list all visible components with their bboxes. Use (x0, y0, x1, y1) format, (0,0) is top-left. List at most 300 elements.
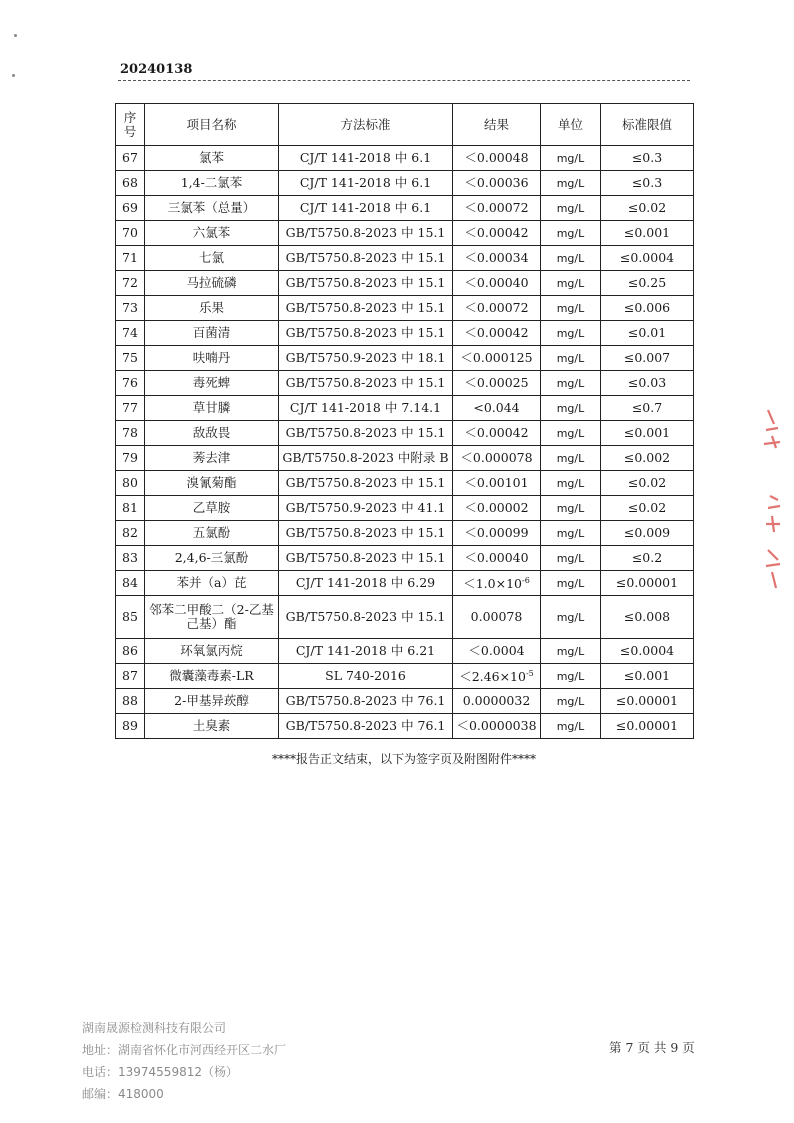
cell-method (279, 321, 453, 346)
cell-unit (541, 714, 601, 739)
cell-method-text: GB/T5750.8-2023 中 76.1 (285, 718, 446, 733)
cell-name-text: 敌敌畏 (192, 425, 231, 440)
cell-unit-text: mg/L (556, 451, 585, 465)
cell-result-text: ＜0.00002 (464, 500, 529, 515)
cell-method-text: GB/T5750.9-2023 中 18.1 (285, 350, 446, 365)
cell-method-text: GB/T5750.8-2023 中 15.1 (285, 550, 446, 565)
cell-result-text: 0.00078 (470, 609, 523, 624)
cell-unit-text: mg/L (556, 251, 585, 265)
cell-no-text: 86 (122, 643, 138, 658)
cell-no (116, 446, 145, 471)
cell-result (453, 714, 541, 739)
cell-limit-text: ≤0.00001 (615, 693, 679, 708)
cell-method (279, 171, 453, 196)
cell-result-text: ＜0.00036 (464, 175, 529, 190)
cell-result-text: ＜2.46×10 (459, 669, 526, 685)
cell-unit-text: mg/L (556, 401, 585, 415)
cell-method (279, 346, 453, 371)
table-row (116, 596, 694, 639)
cell-no (116, 171, 145, 196)
cell-limit (601, 521, 694, 546)
cell-result-text: ＜0.00034 (464, 250, 529, 265)
cell-name-text: 乙草胺 (192, 500, 231, 515)
cell-name (145, 639, 279, 664)
cell-no-text: 78 (122, 425, 138, 440)
cell-result (453, 196, 541, 221)
cell-result (453, 296, 541, 321)
cell-no (116, 546, 145, 571)
header-unit: 单位 (541, 104, 601, 146)
cell-method-text: CJ/T 141-2018 中 6.1 (299, 200, 432, 215)
cell-method (279, 546, 453, 571)
scan-speck (12, 74, 15, 77)
cell-name-text: 2,4,6-三氯酚 (174, 550, 249, 565)
cell-result (453, 371, 541, 396)
cell-result (453, 596, 541, 639)
cell-unit (541, 546, 601, 571)
table-header-row (116, 104, 694, 146)
cell-no (116, 521, 145, 546)
cell-name (145, 221, 279, 246)
footer-phone: 电话：13974559812（杨） (82, 1065, 238, 1079)
cell-method (279, 446, 453, 471)
cell-method-text: GB/T5750.8-2023 中 15.1 (285, 425, 446, 440)
cell-result (453, 271, 541, 296)
cell-no-text: 71 (122, 250, 138, 265)
cell-name (145, 664, 279, 689)
cell-result-text: ＜0.000078 (460, 450, 533, 465)
cell-unit-text: mg/L (556, 476, 585, 490)
cell-unit (541, 664, 601, 689)
cell-unit-text: mg/L (556, 526, 585, 540)
cell-limit-text: ≤0.3 (631, 150, 663, 165)
cell-method-text: GB/T5750.8-2023 中 15.1 (285, 250, 446, 265)
header-name: 项目名称 (145, 104, 279, 146)
table-row (116, 546, 694, 571)
cell-no-text: 76 (122, 375, 138, 390)
cell-result-text: ＜0.00040 (464, 550, 529, 565)
cell-result-text: ＜0.00101 (464, 475, 529, 490)
cell-name-text: 马拉硫磷 (186, 275, 237, 290)
cell-limit-text: ≤0.03 (627, 375, 667, 390)
cell-unit-text: mg/L (556, 376, 585, 390)
cell-name-text: 百菌清 (192, 325, 231, 340)
cell-no (116, 271, 145, 296)
cell-name-text: 溴氰菊酯 (186, 475, 237, 490)
cell-method (279, 714, 453, 739)
cell-unit (541, 421, 601, 446)
cell-limit-text: ≤0.0004 (619, 250, 675, 265)
cell-no (116, 689, 145, 714)
cell-method-text: SL 740-2016 (325, 668, 406, 683)
cell-method (279, 146, 453, 171)
cell-result (453, 446, 541, 471)
cell-unit (541, 171, 601, 196)
cell-no (116, 246, 145, 271)
cell-unit (541, 146, 601, 171)
cell-name-text: 五氯酚 (192, 525, 231, 540)
cell-name (145, 271, 279, 296)
page-number: 第 7 页 共 9 页 (609, 1040, 695, 1055)
cell-unit-text: mg/L (556, 644, 585, 658)
cell-unit (541, 346, 601, 371)
cell-method (279, 296, 453, 321)
cell-no (116, 596, 145, 639)
cell-method (279, 521, 453, 546)
cell-result (453, 571, 541, 596)
cell-unit (541, 196, 601, 221)
cell-no (116, 714, 145, 739)
table-row (116, 571, 694, 596)
cell-result (453, 221, 541, 246)
cell-no-text: 69 (122, 200, 138, 215)
cell-no-text: 85 (122, 609, 138, 624)
table-row (116, 664, 694, 689)
cell-unit-text: mg/L (556, 326, 585, 340)
cell-name-text: 微囊藻毒素-LR (169, 668, 254, 683)
cell-limit-text: ≤0.02 (627, 500, 667, 515)
table-row (116, 396, 694, 421)
cell-result (453, 421, 541, 446)
cell-unit-text: mg/L (556, 226, 585, 240)
cell-unit-text: mg/L (556, 351, 585, 365)
cell-result-text: ＜0.00099 (464, 525, 529, 540)
cell-result-text: ＜0.00048 (464, 150, 529, 165)
cell-name (145, 146, 279, 171)
table-row (116, 371, 694, 396)
cell-no (116, 471, 145, 496)
header-method: 方法标准 (279, 104, 453, 146)
cell-name (145, 689, 279, 714)
cell-unit-text: mg/L (556, 576, 585, 590)
cell-unit-text: mg/L (556, 719, 585, 733)
cell-limit-text: ≤0.001 (623, 668, 671, 683)
cell-no (116, 196, 145, 221)
seal-stamp-fragment (760, 400, 794, 590)
cell-limit-text: ≤0.2 (631, 550, 663, 565)
cell-no (116, 221, 145, 246)
cell-method (279, 221, 453, 246)
cell-result-text: 0.0000032 (462, 693, 531, 708)
cell-name-text: 毒死蜱 (192, 375, 231, 390)
cell-limit (601, 689, 694, 714)
cell-name-text: 邻苯二甲酸二（2-乙基己基）酯 (149, 602, 274, 631)
table-row (116, 271, 694, 296)
cell-name (145, 571, 279, 596)
cell-method-text: GB/T5750.8-2023 中 15.1 (285, 525, 446, 540)
cell-method (279, 196, 453, 221)
cell-limit-text: ≤0.00001 (615, 575, 679, 590)
cell-limit (601, 196, 694, 221)
cell-method (279, 571, 453, 596)
cell-unit (541, 246, 601, 271)
cell-unit (541, 571, 601, 596)
table-row (116, 689, 694, 714)
cell-name-text: 三氯苯（总量） (167, 200, 256, 215)
cell-limit-text: ≤0.006 (623, 300, 671, 315)
results-table (115, 103, 694, 739)
cell-unit-text: mg/L (556, 176, 585, 190)
cell-unit-text: mg/L (556, 276, 585, 290)
table-row (116, 421, 694, 446)
cell-no (116, 396, 145, 421)
cell-name (145, 596, 279, 639)
cell-limit (601, 664, 694, 689)
cell-limit-text: ≤0.3 (631, 175, 663, 190)
cell-method-text: CJ/T 141-2018 中 6.1 (299, 175, 432, 190)
cell-limit (601, 371, 694, 396)
table-row (116, 146, 694, 171)
cell-limit (601, 171, 694, 196)
cell-no-text: 81 (122, 500, 138, 515)
cell-unit-text: mg/L (556, 610, 585, 624)
cell-no (116, 421, 145, 446)
cell-name (145, 396, 279, 421)
cell-method (279, 371, 453, 396)
table-row (116, 346, 694, 371)
cell-method (279, 496, 453, 521)
cell-name (145, 421, 279, 446)
header-result: 结果 (453, 104, 541, 146)
cell-method-text: CJ/T 141-2018 中 6.1 (299, 150, 432, 165)
cell-name-text: 呋喃丹 (192, 350, 231, 365)
cell-result-text: ＜0.00042 (464, 425, 529, 440)
cell-result (453, 346, 541, 371)
cell-result (453, 171, 541, 196)
cell-name (145, 496, 279, 521)
cell-name (145, 471, 279, 496)
cell-result (453, 246, 541, 271)
cell-unit (541, 321, 601, 346)
cell-unit-text: mg/L (556, 694, 585, 708)
header-limit: 标准限值 (601, 104, 694, 146)
cell-limit (601, 714, 694, 739)
footer (82, 1017, 286, 1105)
cell-no-text: 70 (122, 225, 138, 240)
cell-no (116, 321, 145, 346)
cell-limit (601, 246, 694, 271)
cell-limit (601, 446, 694, 471)
cell-name (145, 321, 279, 346)
cell-limit (601, 421, 694, 446)
cell-method-text: GB/T5750.8-2023 中 15.1 (285, 475, 446, 490)
header-divider (118, 80, 690, 81)
cell-name (145, 446, 279, 471)
cell-method (279, 596, 453, 639)
cell-unit (541, 271, 601, 296)
cell-limit (601, 571, 694, 596)
cell-limit-text: ≤0.01 (627, 325, 667, 340)
footer-address: 地址：湖南省怀化市河西经开区二水厂 (82, 1043, 287, 1057)
cell-unit-text: mg/L (556, 426, 585, 440)
cell-result (453, 396, 541, 421)
table-row (116, 196, 694, 221)
cell-result-text: ＜0.0004 (468, 643, 525, 658)
cell-unit-text: mg/L (556, 301, 585, 315)
cell-limit-text: ≤0.00001 (615, 718, 679, 733)
cell-method-text: GB/T5750.8-2023 中 15.1 (285, 225, 446, 240)
cell-result-text: ＜0.00072 (464, 200, 529, 215)
cell-limit-text: ≤0.002 (623, 450, 671, 465)
cell-method-text: GB/T5750.9-2023 中 41.1 (285, 500, 446, 515)
cell-no-text: 68 (122, 175, 138, 190)
cell-limit-text: ≤0.02 (627, 200, 667, 215)
cell-result-text: ＜0.00072 (464, 300, 529, 315)
cell-method-text: GB/T5750.8-2023 中 15.1 (285, 325, 446, 340)
cell-method (279, 689, 453, 714)
cell-name-text: 六氯苯 (192, 225, 231, 240)
cell-name (145, 346, 279, 371)
cell-limit (601, 496, 694, 521)
cell-unit (541, 689, 601, 714)
table-row (116, 521, 694, 546)
cell-limit-text: ≤0.02 (627, 475, 667, 490)
cell-no (116, 496, 145, 521)
cell-no (116, 664, 145, 689)
table-row (116, 446, 694, 471)
cell-method (279, 639, 453, 664)
cell-method-text: CJ/T 141-2018 中 7.14.1 (289, 400, 442, 415)
cell-limit (601, 546, 694, 571)
cell-result-text: <0.044 (473, 400, 520, 415)
cell-result (453, 321, 541, 346)
cell-unit (541, 371, 601, 396)
cell-method-text: GB/T5750.8-2023 中附录 B (282, 450, 449, 465)
cell-result (453, 471, 541, 496)
cell-limit-text: ≤0.001 (623, 425, 671, 440)
cell-name-text: 2-甲基异莰醇 (174, 693, 249, 708)
cell-limit (601, 471, 694, 496)
cell-method (279, 421, 453, 446)
cell-name (145, 171, 279, 196)
cell-no-text: 67 (122, 150, 138, 165)
cell-no (116, 371, 145, 396)
cell-method-text: GB/T5750.8-2023 中 76.1 (285, 693, 446, 708)
cell-no (116, 571, 145, 596)
cell-result (453, 664, 541, 689)
cell-method-text: GB/T5750.8-2023 中 15.1 (285, 609, 446, 624)
cell-limit (601, 296, 694, 321)
cell-limit-text: ≤0.007 (623, 350, 671, 365)
cell-no (116, 296, 145, 321)
cell-no-text: 79 (122, 450, 138, 465)
cell-limit (601, 271, 694, 296)
table-row (116, 221, 694, 246)
end-of-report-note: ****报告正文结束，以下为签字页及附图附件**** (271, 752, 536, 766)
cell-unit (541, 396, 601, 421)
cell-unit-text: mg/L (556, 551, 585, 565)
cell-name (145, 246, 279, 271)
cell-result-text: ＜0.00025 (464, 375, 529, 390)
cell-name-text: 氯苯 (198, 150, 224, 165)
cell-limit-text: ≤0.008 (623, 609, 671, 624)
cell-method (279, 271, 453, 296)
table-row (116, 296, 694, 321)
cell-unit (541, 596, 601, 639)
cell-no-text: 75 (122, 350, 138, 365)
cell-unit (541, 446, 601, 471)
table-row (116, 471, 694, 496)
table-row (116, 639, 694, 664)
cell-name-text: 环氧氯丙烷 (180, 643, 243, 658)
cell-limit-text: ≤0.25 (627, 275, 667, 290)
cell-method (279, 664, 453, 689)
scan-speck (14, 34, 17, 37)
cell-method (279, 396, 453, 421)
cell-name-text: 莠去津 (192, 450, 231, 465)
cell-method (279, 471, 453, 496)
cell-unit (541, 521, 601, 546)
cell-no (116, 146, 145, 171)
cell-no-text: 77 (122, 400, 138, 415)
cell-method-text: GB/T5750.8-2023 中 15.1 (285, 275, 446, 290)
cell-name-text: 1,4-二氯苯 (180, 175, 243, 190)
cell-unit (541, 221, 601, 246)
report-number: 20240138 (120, 62, 193, 77)
cell-no-text: 73 (122, 300, 138, 315)
cell-name (145, 546, 279, 571)
cell-limit (601, 396, 694, 421)
cell-limit (601, 639, 694, 664)
cell-limit (601, 146, 694, 171)
cell-unit-text: mg/L (556, 201, 585, 215)
table-row (116, 246, 694, 271)
cell-limit-text: ≤0.0004 (619, 643, 675, 658)
cell-method-text: GB/T5750.8-2023 中 15.1 (285, 375, 446, 390)
cell-result (453, 689, 541, 714)
cell-limit-text: ≤0.7 (631, 400, 663, 415)
cell-name-text: 七氯 (198, 250, 224, 265)
cell-no-text: 89 (122, 718, 138, 733)
cell-no (116, 346, 145, 371)
cell-result-text: ＜0.00042 (464, 225, 529, 240)
cell-limit-text: ≤0.001 (623, 225, 671, 240)
cell-name-text: 乐果 (198, 300, 224, 315)
cell-name-text: 土臭素 (192, 718, 231, 733)
cell-limit-text: ≤0.009 (623, 525, 671, 540)
cell-no-text: 83 (122, 550, 138, 565)
cell-result-text: ＜0.0000038 (456, 718, 537, 733)
cell-no-text: 84 (122, 575, 138, 590)
cell-method-text: CJ/T 141-2018 中 6.29 (295, 575, 436, 590)
cell-no-text: 88 (122, 693, 138, 708)
footer-company: 湖南晟源检测科技有限公司 (82, 1021, 227, 1035)
cell-unit-text: mg/L (556, 501, 585, 515)
cell-limit (601, 321, 694, 346)
cell-name (145, 521, 279, 546)
footer-postcode: 邮编：418000 (82, 1087, 164, 1101)
cell-unit (541, 471, 601, 496)
cell-result-text: ＜0.000125 (460, 350, 533, 365)
cell-no-text: 74 (122, 325, 138, 340)
cell-unit (541, 496, 601, 521)
cell-result-text: ＜1.0×10 (463, 576, 522, 592)
cell-no-text: 80 (122, 475, 138, 490)
cell-result (453, 639, 541, 664)
table-row (116, 496, 694, 521)
cell-name (145, 371, 279, 396)
table-row (116, 171, 694, 196)
cell-limit (601, 596, 694, 639)
cell-unit (541, 639, 601, 664)
cell-name-text: 草甘膦 (192, 400, 231, 415)
cell-result (453, 146, 541, 171)
cell-method (279, 246, 453, 271)
cell-name (145, 196, 279, 221)
cell-result-text: ＜0.00040 (464, 275, 529, 290)
cell-limit (601, 346, 694, 371)
cell-name (145, 714, 279, 739)
